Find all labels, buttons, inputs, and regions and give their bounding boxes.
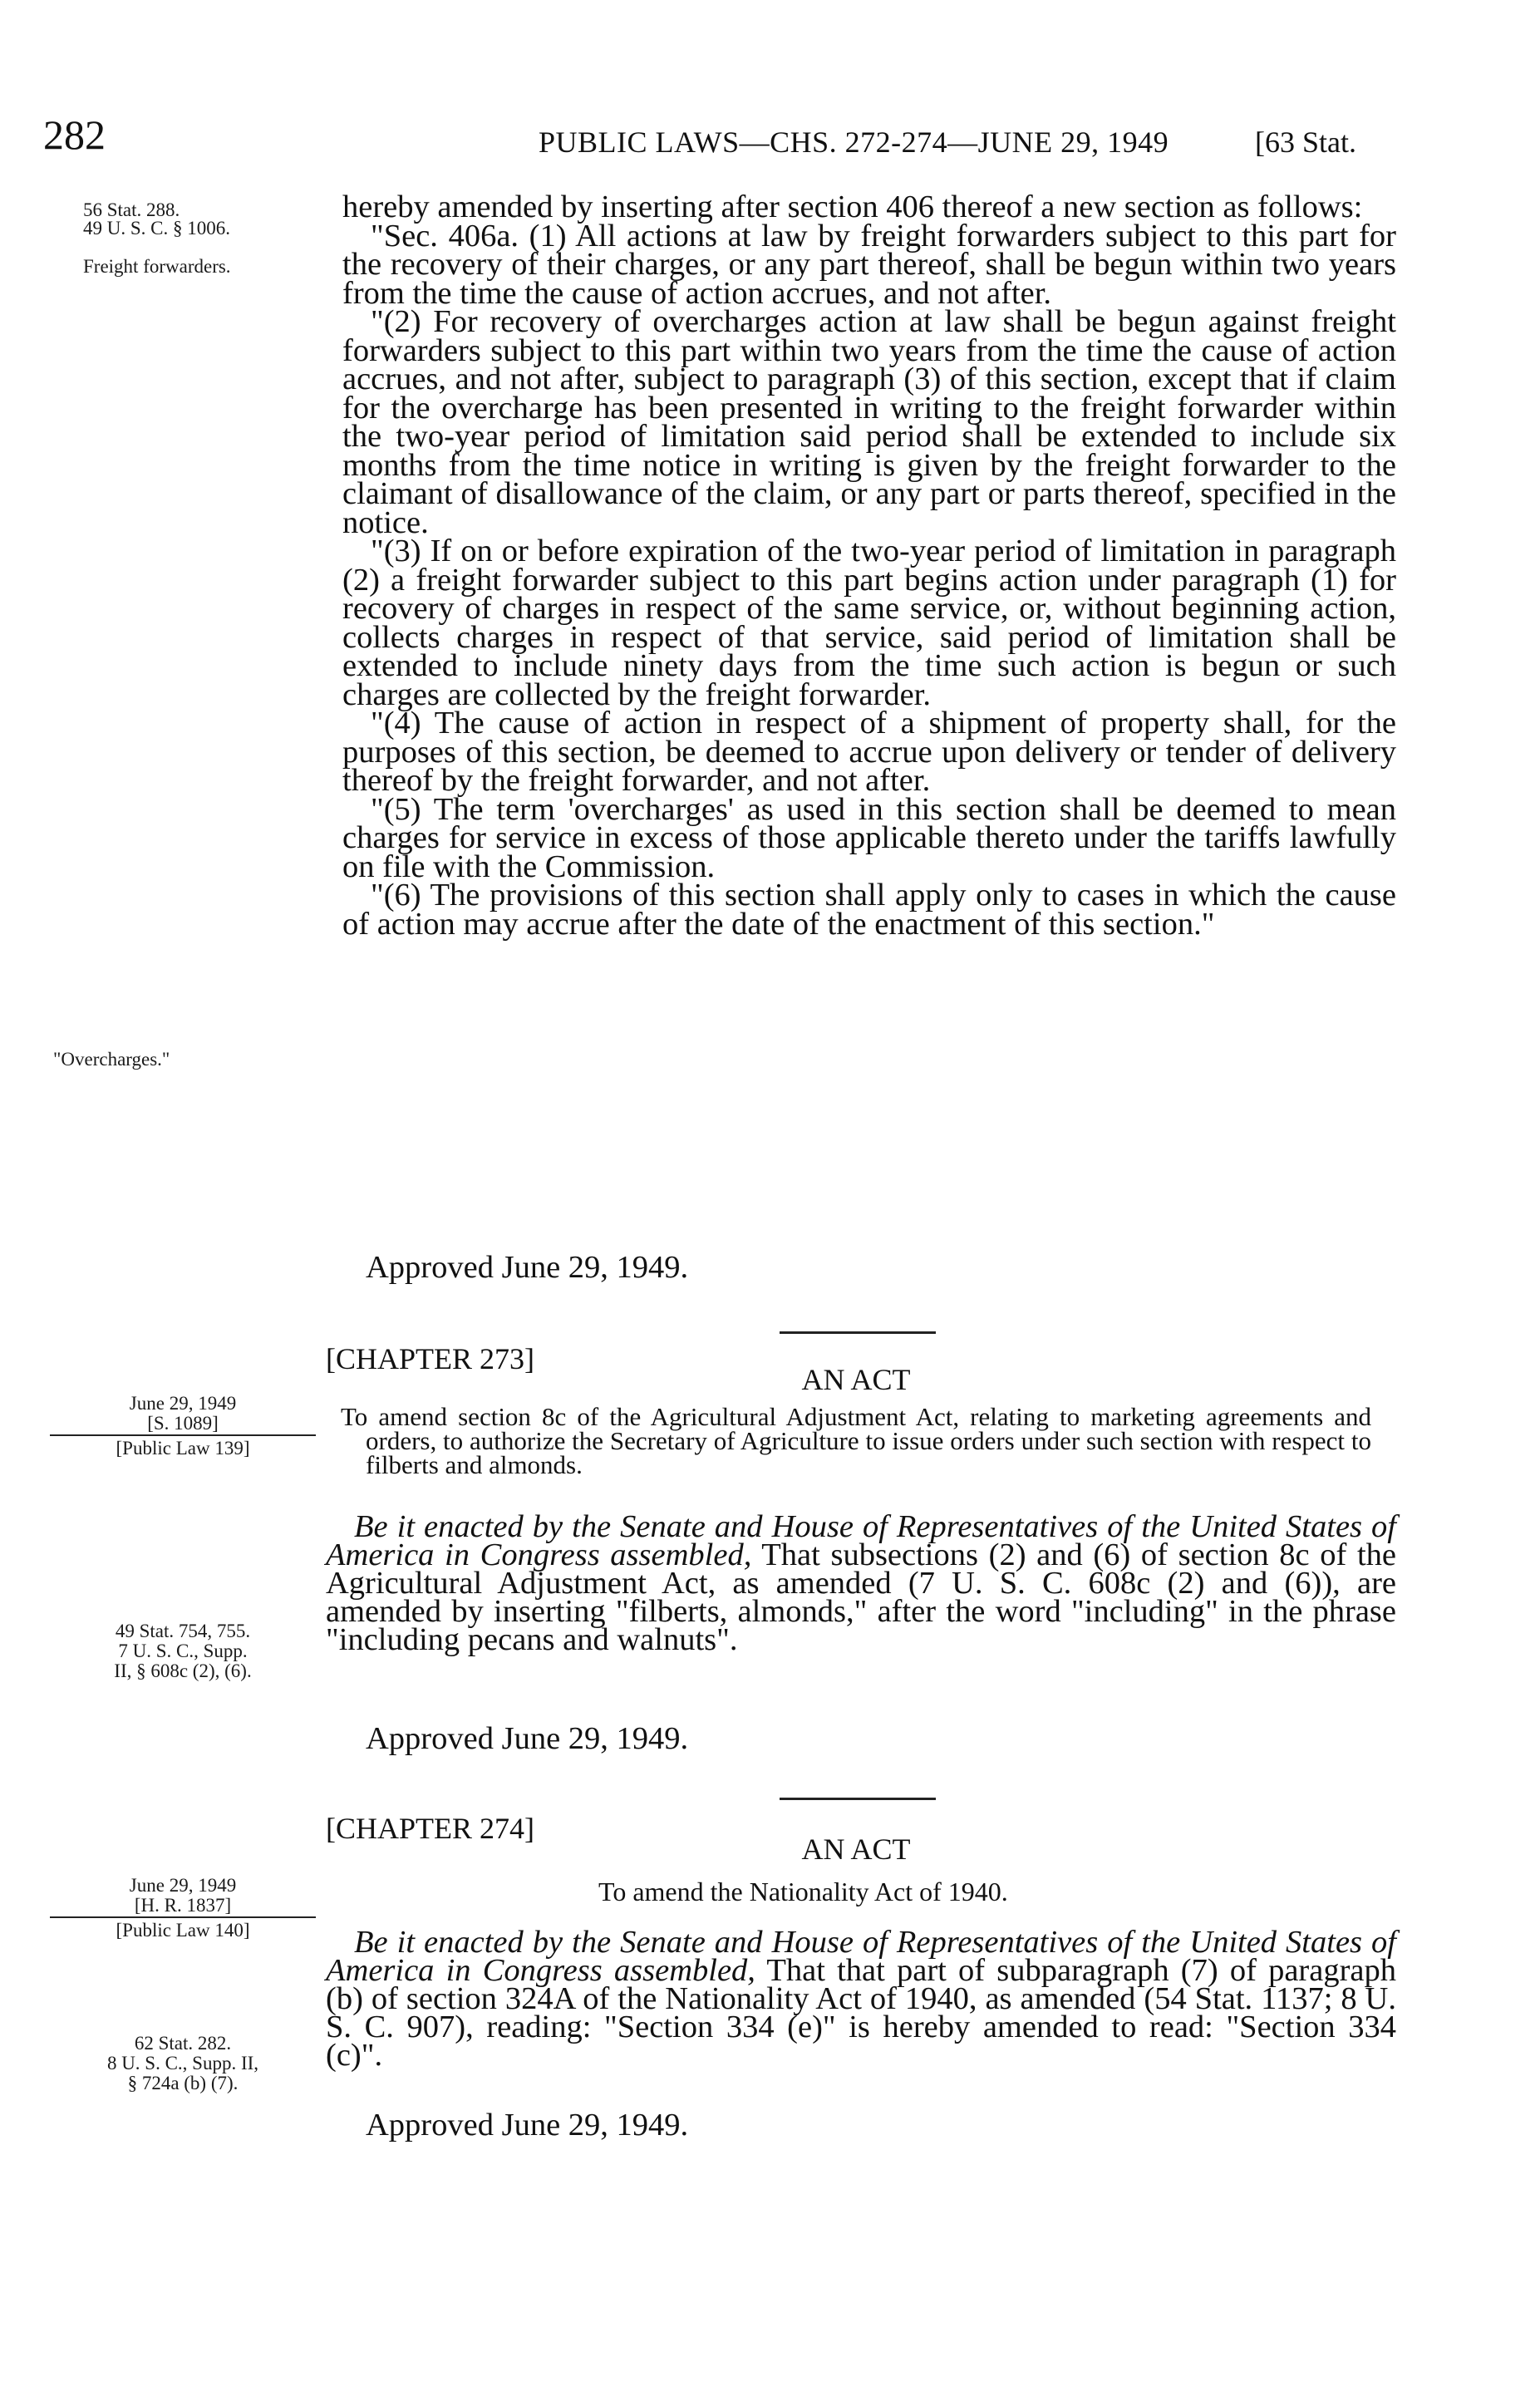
margin-citation: II, § 608c (2), (6). (114, 1660, 252, 1681)
enacting-clause-273 (326, 1509, 1396, 1657)
act-body: That subsections (2) and (6) of section 8c of the Agricultural Adjustment Act, as amended (7 U. S. C. 608c (2) and (6)), are amended by inserting "filberts, almonds," after the word "including" in the phrase "including pecans and walnuts". (326, 1537, 1396, 1657)
section-divider (780, 1331, 936, 1334)
act-title: AN ACT (801, 1833, 911, 1866)
margin-bill-number: [H. R. 1837] (50, 1895, 316, 1918)
margin-citation: § 724a (b) (7). (127, 2073, 239, 2093)
margin-citation: 49 U. S. C. § 1006. (83, 218, 230, 239)
chapter-272-text (342, 189, 1396, 942)
act-purpose: To amend section 8c of the Agricultural Adjustment Act, relating to marketing agreements and orders, to authorize the Secretary of Agriculture to issue orders under such section with respect to filberts and almonds. (341, 1402, 1371, 1479)
margin-citation: 7 U. S. C., Supp. (118, 1641, 248, 1661)
section-406a-paragraph-3: "(3) If on or before expiration of the two-year period of limitation in paragraph (2) a freight forwarder subject to this part begins action under paragraph (1) for recovery of charges in respect of the same service, or, without beginning action, collects charges in respect of that service, said period of limitation shall be extended to include ninety days from the time such action is begun or such charges are collected by the freight forwarder. (342, 534, 1396, 712)
margin-citation: 56 Stat. 288. (83, 199, 180, 220)
intro-paragraph: hereby amended by inserting after section 406 thereof a new section as follows: (342, 189, 1363, 224)
margin-note-freight-forwarders: Freight forwarders. (83, 256, 231, 277)
chapter-heading: [CHAPTER 273] (326, 1342, 534, 1375)
running-title: PUBLIC LAWS—CHS. 272-274—JUNE 29, 1949 (539, 125, 1169, 159)
margin-approval-date: June 29, 1949 (129, 1875, 237, 1896)
margin-approval-date: June 29, 1949 (129, 1393, 237, 1414)
section-406a-paragraph-2: "(2) For recovery of overcharges action at law shall be begun against freight forwarders subject to this part within two years from the time the cause of action accrues, and not after, subject to paragraph (3) of this section, except that if claim for the overcharge has been presented in writing to the freight forwarder within the two-year period of limitation said period shall be extended to include six months from the time notice in writing is given by the freight forwarder to the claimant of disallowance of the claim, or any part or parts thereof, specified in the notice. (342, 304, 1396, 540)
page-number: 282 (43, 111, 106, 158)
margin-public-law: [Public Law 139] (116, 1438, 250, 1459)
section-406a-paragraph-6: "(6) The provisions of this section shall apply only to cases in which the cause of action may accrue after the date of the enactment of this section." (342, 878, 1396, 942)
enacting-formula: Be it enacted by the Senate and House of Representatives of the United States of America in Congress assembled, (326, 1509, 1396, 1572)
approval-line: Approved June 29, 1949. (366, 1250, 689, 1285)
act-title: AN ACT (801, 1363, 911, 1396)
enacting-clause-274 (326, 1925, 1396, 2073)
margin-citation: 8 U. S. C., Supp. II, (106, 2053, 259, 2074)
volume-label: [63 Stat. (1255, 125, 1356, 159)
margin-citation: 62 Stat. 282. (134, 2033, 232, 2054)
chapter-heading: [CHAPTER 274] (326, 1812, 534, 1845)
enacting-formula: Be it enacted by the Senate and House of Representatives of the United States of America in Congress assembled, (326, 1925, 1396, 1988)
act-purpose: To amend the Nationality Act of 1940. (598, 1877, 1008, 1906)
margin-bill-number: [S. 1089] (50, 1413, 316, 1436)
margin-citation: 49 Stat. 754, 755. (115, 1621, 251, 1641)
approval-line: Approved June 29, 1949. (366, 1721, 689, 1756)
section-406a-paragraph-1: "Sec. 406a. (1) All actions at law by freight forwarders subject to this part for the recovery of their charges, or any part thereof, shall be begun within two years from the time the cause of action accrues, and not after. (342, 218, 1396, 311)
section-406a-paragraph-5: "(5) The term 'overcharges' as used in this section shall be deemed to mean charges for service in excess of those applicable thereto under the tariffs lawfully on file with the Commission. (342, 791, 1396, 884)
approval-line: Approved June 29, 1949. (366, 2108, 689, 2142)
margin-public-law: [Public Law 140] (116, 1920, 250, 1941)
margin-note-overcharges: "Overcharges." (53, 1049, 170, 1070)
section-divider (780, 1798, 936, 1800)
section-406a-paragraph-4: "(4) The cause of action in respect of a shipment of property shall, for the purposes of this section, be deemed to accrue upon delivery or tender of delivery thereof by the freight forwarder, and not after. (342, 706, 1396, 798)
act-body: That that part of subparagraph (7) of paragraph (b) of section 324A of the Nationality Act of 1940, as amended (54 Stat. 1137; 8 U. S. C. 907), reading: "Section 334 (e)" is hereby amended to read: "Section 334 (c)". (326, 1953, 1396, 2073)
